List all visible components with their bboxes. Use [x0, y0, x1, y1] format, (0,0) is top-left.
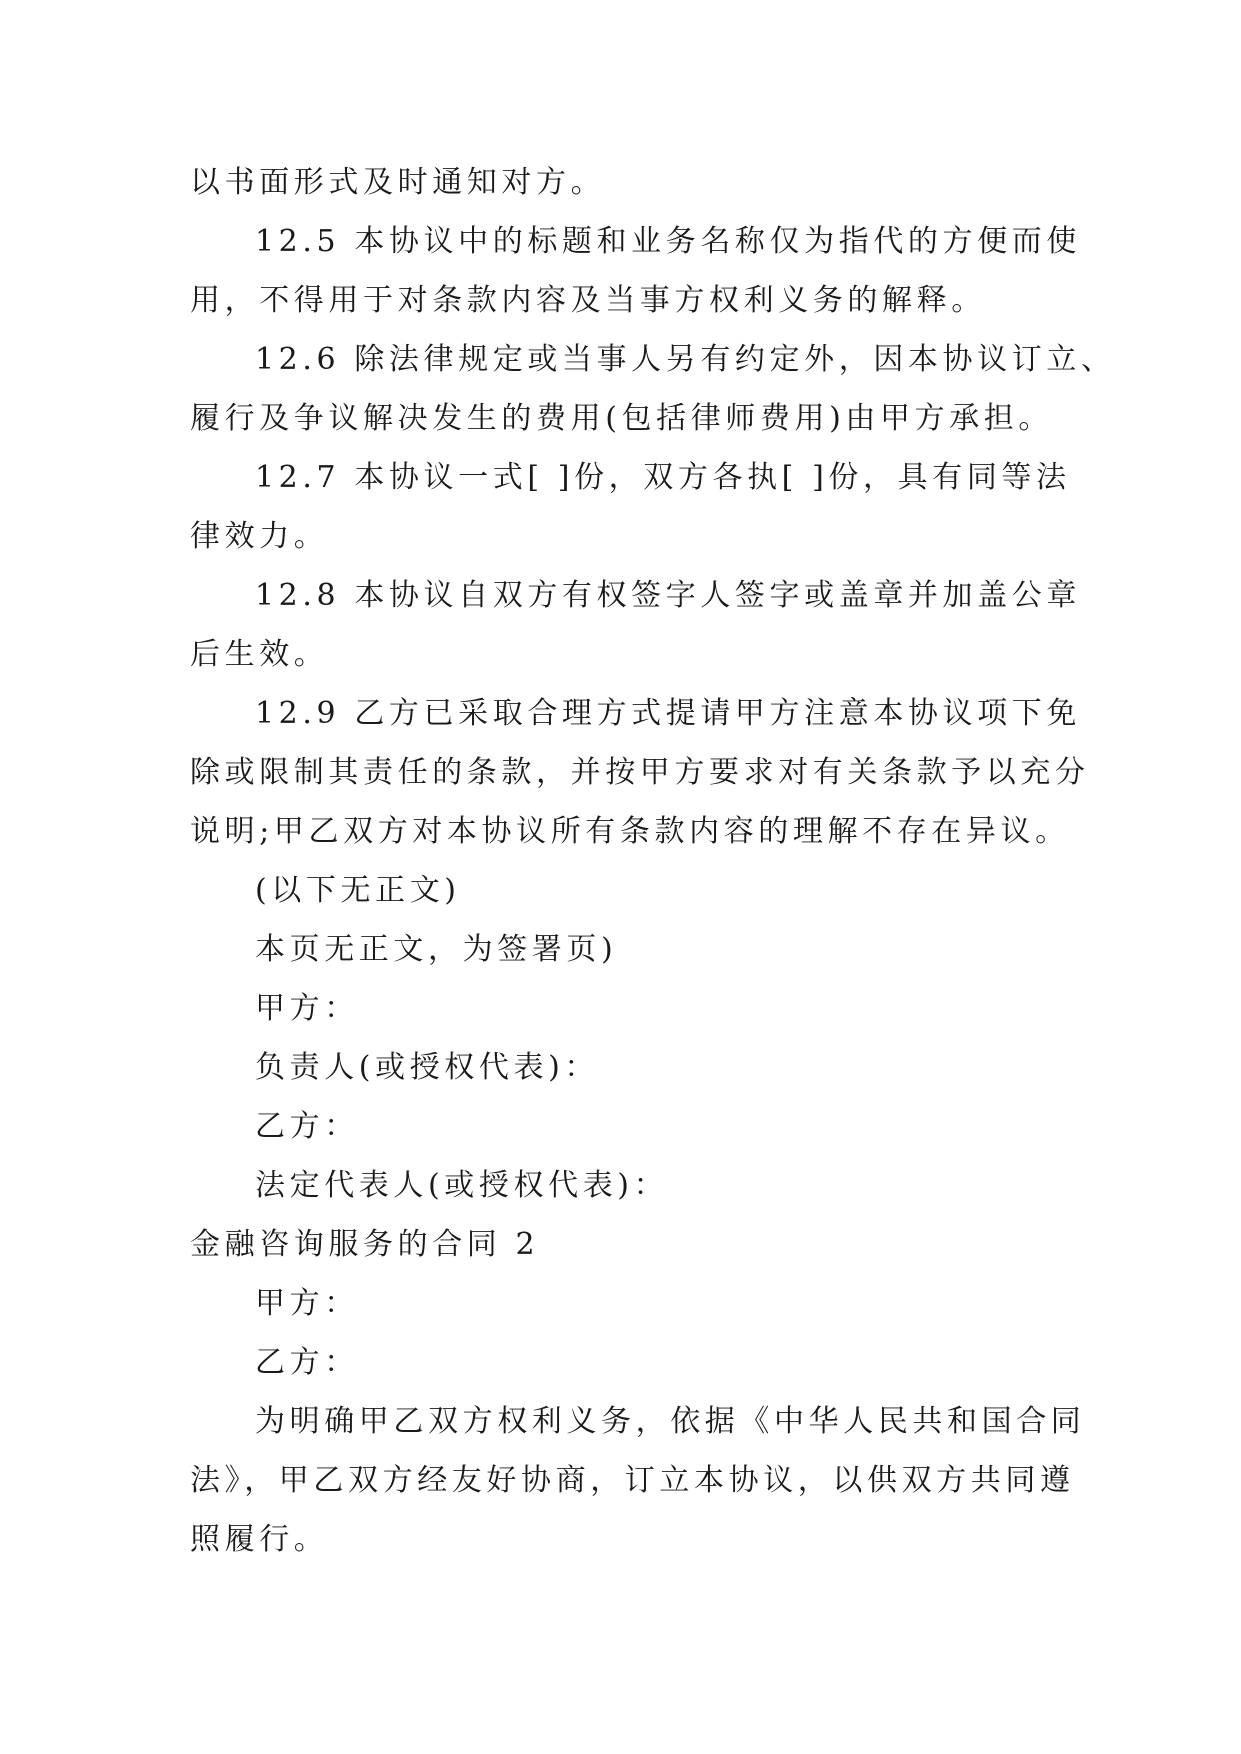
contract-heading: 金融咨询服务的合同 2	[190, 1227, 540, 1262]
party-b-label: 乙方：	[255, 1345, 359, 1380]
party-a-label: 甲方：	[255, 1286, 359, 1321]
text-line: 履行及争议解决发生的费用(包括律师费用)由甲方承担。	[190, 401, 1054, 436]
clause-12-6-line: 12.6 除法律规定或当事人另有约定外，因本协议订立、	[255, 342, 1116, 377]
text-line: 以书面形式及时通知对方。	[190, 165, 606, 200]
responsible-person-label: 负责人(或授权代表)：	[255, 1050, 600, 1085]
text-line: 说明;甲乙双方对本协议所有条款内容的理解不存在异议。	[190, 814, 1070, 849]
text-line: 除或限制其责任的条款，并按甲方要求对有关条款予以充分	[190, 755, 1090, 790]
clause-12-9-line: 12.9 乙方已采取合理方式提请甲方注意本协议项下免	[255, 696, 1081, 731]
signature-page-note: 本页无正文，为签署页)	[255, 932, 618, 967]
text-line: 用，不得用于对条款内容及当事方权利义务的解释。	[190, 283, 986, 318]
clause-12-5-line: 12.5 本协议中的标题和业务名称仅为指代的方便而使	[255, 224, 1081, 259]
text-line: 律效力。	[190, 519, 329, 554]
no-text-below-note: (以下无正文)	[255, 873, 461, 908]
text-line: 照履行。	[190, 1522, 329, 1557]
clause-12-8-line: 12.8 本协议自双方有权签字人签字或盖章并加盖公章	[255, 578, 1081, 613]
party-a-label: 甲方：	[255, 991, 359, 1026]
legal-representative-label: 法定代表人(或授权代表)：	[255, 1168, 669, 1203]
clause-12-7-line: 12.7 本协议一式[ ]份，双方各执[ ]份，具有同等法	[255, 460, 1071, 495]
text-line: 法》，甲乙双方经友好协商，订立本协议，以供双方共同遵	[190, 1463, 1075, 1498]
preamble-line: 为明确甲乙双方权利义务，依据《中华人民共和国合同	[255, 1404, 1086, 1439]
text-line: 后生效。	[190, 637, 329, 672]
party-b-label: 乙方：	[255, 1109, 359, 1144]
